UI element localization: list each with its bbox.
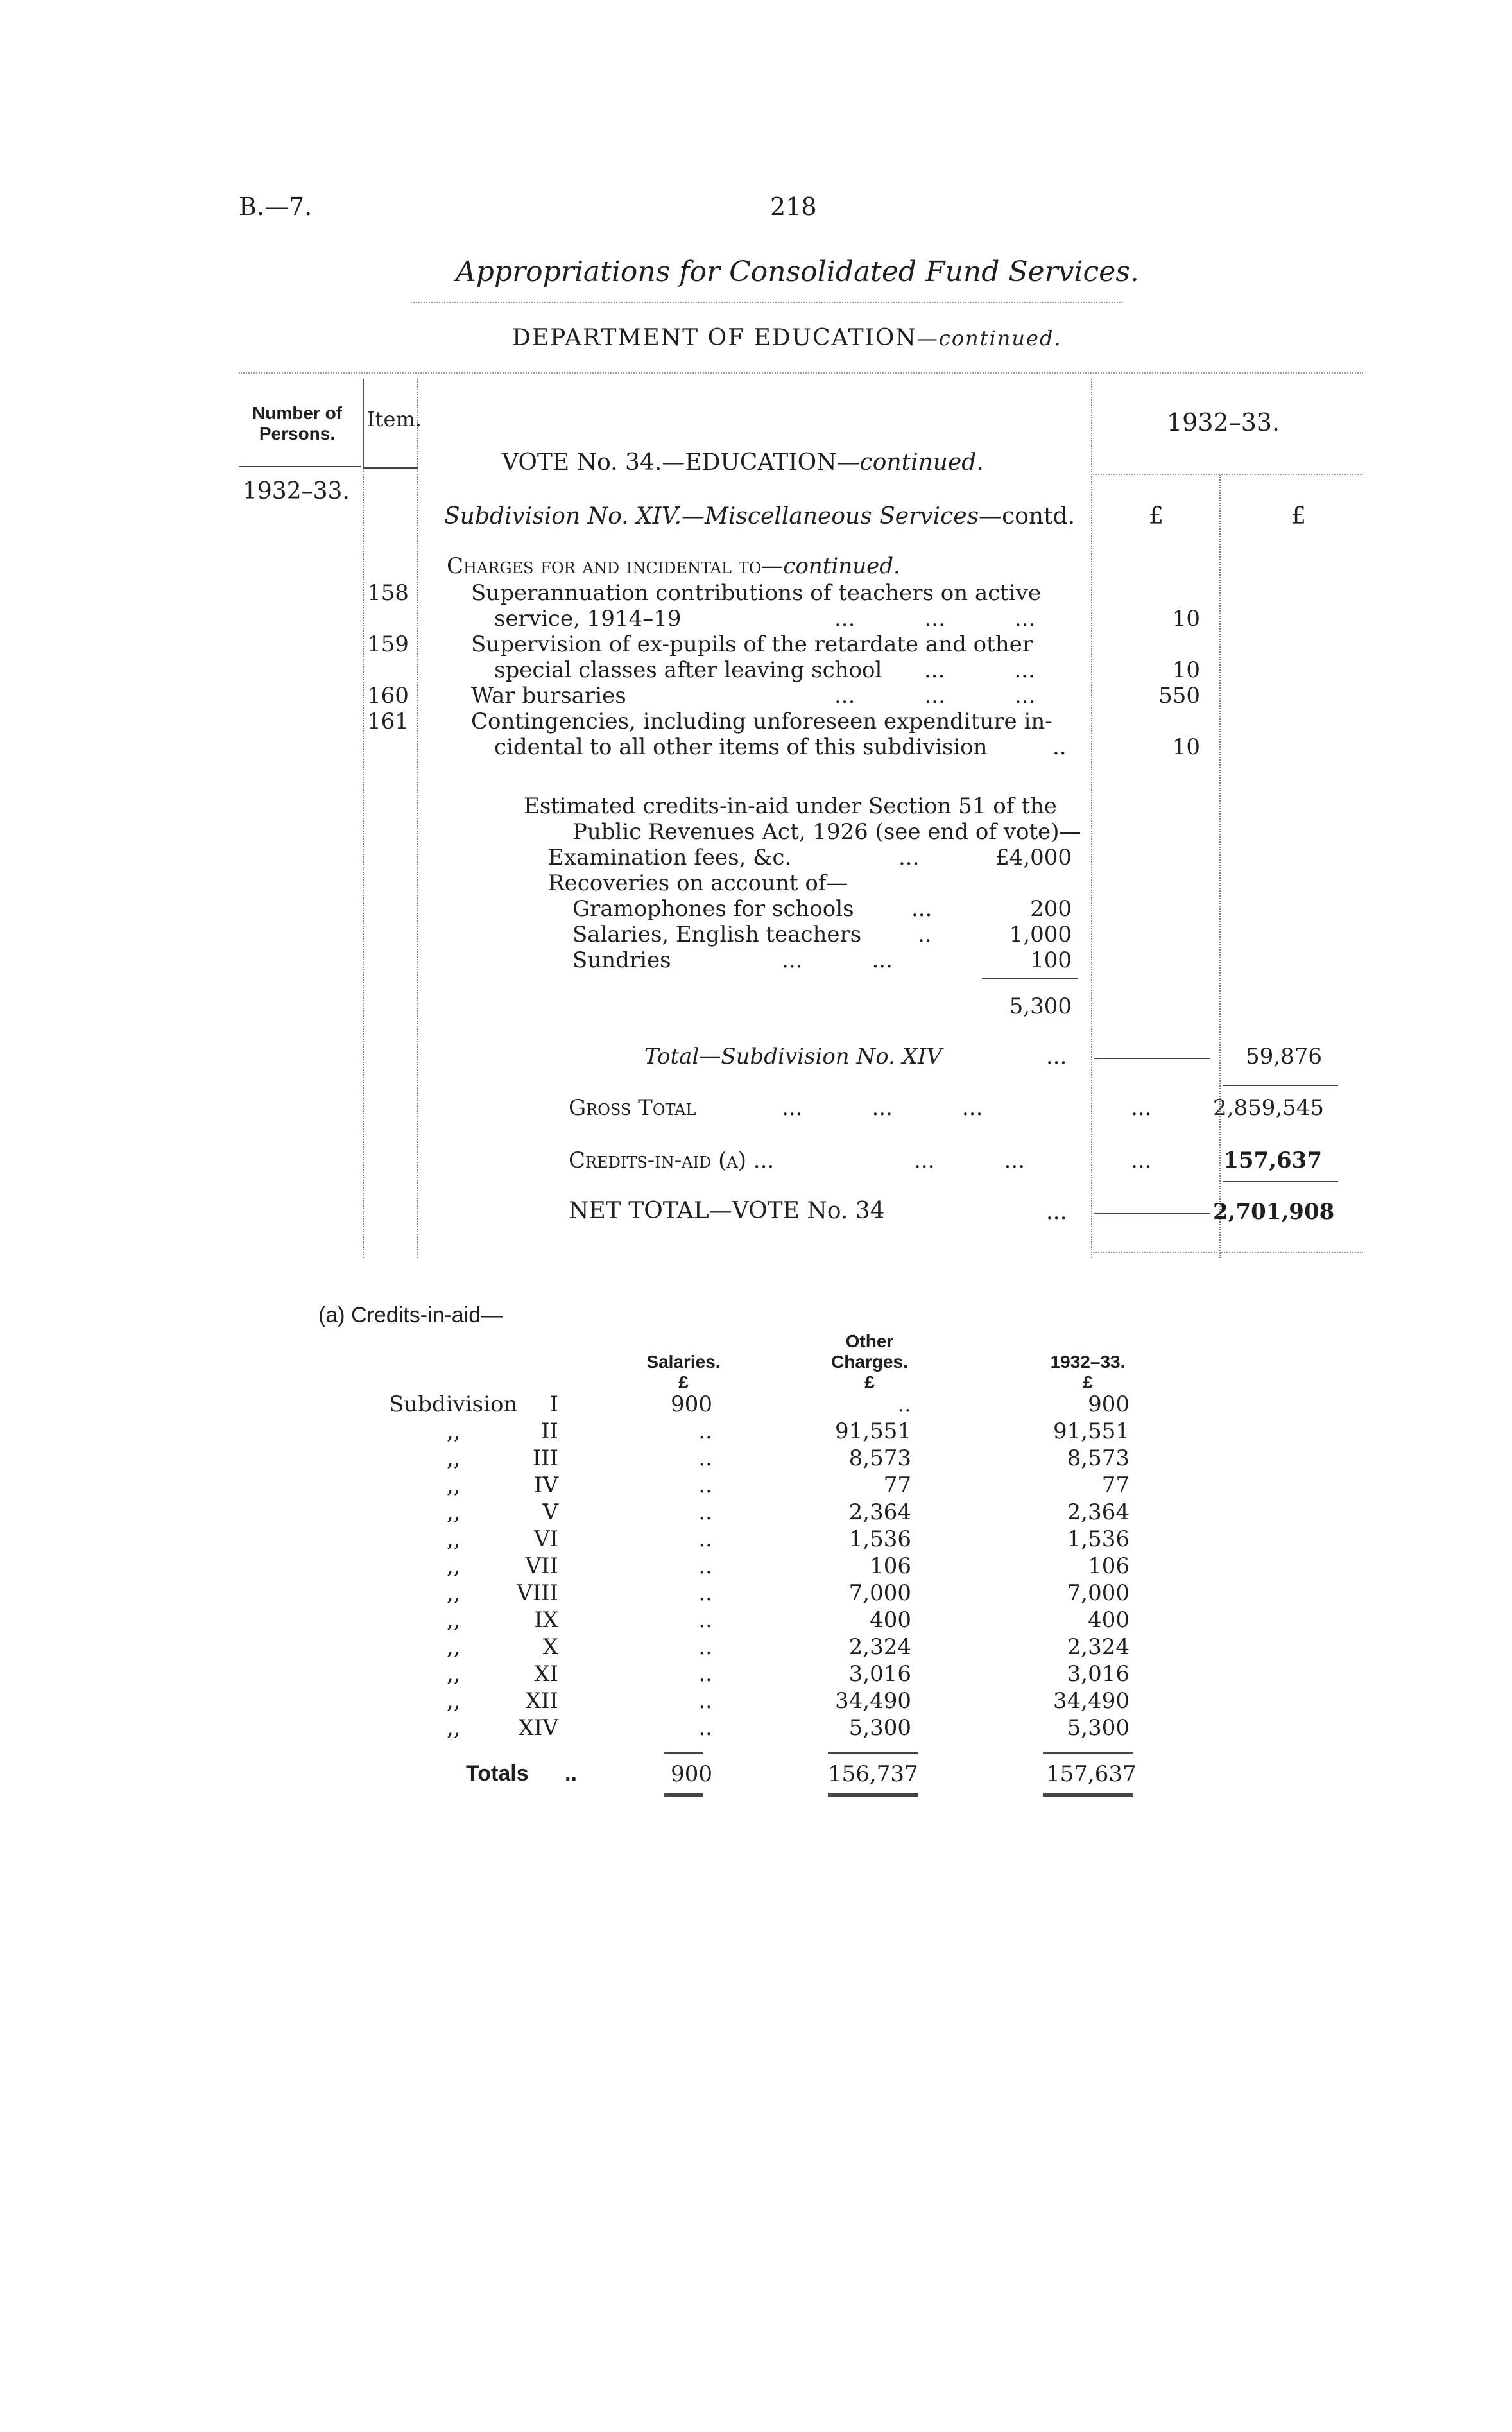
subdivision-number: X xyxy=(542,1634,558,1660)
year-total-value: 34,490 xyxy=(1053,1688,1130,1714)
gross-total-label: Gross Total xyxy=(569,1095,696,1121)
salaries-value: .. xyxy=(698,1499,712,1525)
item-number: 160 xyxy=(367,683,409,709)
ditto-mark: ,, xyxy=(447,1419,461,1444)
subdivision-number: IV xyxy=(534,1472,558,1498)
year-total-value: 106 xyxy=(1088,1553,1130,1579)
net-total-label: NET TOTAL—VOTE No. 34 xyxy=(569,1198,885,1224)
item-amount: 10 xyxy=(1172,734,1200,760)
credits-estimate-line1: Estimated credits-in-aid under Section 51 of the xyxy=(524,793,1057,819)
leader-dots: .. xyxy=(565,1761,577,1786)
subdivision-number: VI xyxy=(534,1526,558,1552)
item-amount: 550 xyxy=(1158,683,1200,709)
other-charges-value: 77 xyxy=(883,1472,911,1498)
salaries-english-teachers-label: Salaries, English teachers xyxy=(572,922,862,947)
examination-fees-label: Examination fees, &c. xyxy=(548,845,792,870)
item-number: 161 xyxy=(367,709,409,734)
item-description: Supervision of ex-pupils of the retardate and other xyxy=(471,632,1033,657)
ditto-mark: ,, xyxy=(447,1553,461,1579)
gramophones-label: Gramophones for schools xyxy=(572,896,854,922)
ditto-mark: ,, xyxy=(447,1499,461,1525)
leader-dots: ... ... ... xyxy=(834,683,1036,709)
subdivision-number: II xyxy=(541,1419,558,1444)
gross-total-amount: 2,859,545 xyxy=(1213,1095,1325,1121)
sundries-amount: 100 xyxy=(1030,947,1072,973)
sundries-label: Sundries xyxy=(572,947,671,973)
year-total-value: 1,536 xyxy=(1067,1526,1130,1552)
ditto-mark: ,, xyxy=(447,1688,461,1714)
leader-dots: ... xyxy=(1131,1148,1152,1173)
leader-dots: ... xyxy=(911,896,932,922)
col-year-header: 1932–33. xyxy=(1050,1352,1126,1372)
other-charges-value: 2,324 xyxy=(848,1634,911,1660)
subdivision-number: IX xyxy=(534,1607,558,1633)
col-salaries-header: Salaries. xyxy=(646,1352,721,1372)
page-title: Appropriations for Consolidated Fund Services. xyxy=(456,255,1139,288)
totals-label: Totals xyxy=(466,1761,529,1786)
ditto-mark: ,, xyxy=(447,1661,461,1687)
salaries-value: .. xyxy=(698,1526,712,1552)
leader-dots: ... xyxy=(898,845,920,870)
leader-dots: ... ... ... xyxy=(782,1095,983,1121)
item-description: War bursaries xyxy=(471,683,626,709)
year-total-value: 5,300 xyxy=(1067,1715,1130,1741)
year-total-value: 3,016 xyxy=(1067,1661,1130,1687)
pound-header-2: £ xyxy=(1291,503,1306,530)
subdivision-number: XIV xyxy=(518,1715,558,1741)
ditto-mark: ,, xyxy=(447,1526,461,1552)
year-total-value: 400 xyxy=(1088,1607,1130,1633)
salaries-value: .. xyxy=(698,1607,712,1633)
ditto-mark: ,, xyxy=(447,1607,461,1633)
salaries-value: .. xyxy=(698,1715,712,1741)
leader-dots: .. xyxy=(918,922,932,947)
ditto-mark: ,, xyxy=(447,1580,461,1606)
credits-estimate-line2: Public Revenues Act, 1926 (see end of vote)— xyxy=(572,819,1081,845)
credits-in-aid-label: Credits-in-aid (a) ... xyxy=(569,1148,775,1173)
other-charges-value: 3,016 xyxy=(848,1661,911,1687)
salaries-value: .. xyxy=(698,1634,712,1660)
pound-header: £ xyxy=(678,1372,689,1392)
page-number: 218 xyxy=(770,193,817,221)
item-amount: 10 xyxy=(1172,657,1200,683)
footnote-title: (a) Credits-in-aid— xyxy=(318,1303,503,1327)
item-amount: 10 xyxy=(1172,606,1200,632)
subdivision-number: I xyxy=(549,1392,558,1417)
totals-salaries: 900 xyxy=(671,1761,712,1787)
department-title: DEPARTMENT OF EDUCATION—continued. xyxy=(512,325,1062,351)
leader-dots: ... xyxy=(1046,1199,1067,1225)
item-number: 158 xyxy=(367,580,409,606)
other-charges-value: 106 xyxy=(870,1553,911,1579)
ditto-mark: ,, xyxy=(447,1715,461,1741)
salaries-value: .. xyxy=(698,1688,712,1714)
year-total-value: 91,551 xyxy=(1053,1419,1130,1444)
recoveries-label: Recoveries on account of— xyxy=(548,870,848,896)
pound-header: £ xyxy=(864,1372,875,1392)
leader-dots: ... ... xyxy=(924,657,1035,683)
subdivision-total-amount: 59,876 xyxy=(1246,1044,1322,1069)
item-description-cont: special classes after leaving school xyxy=(494,657,882,683)
year-right-header: 1932–33. xyxy=(1167,408,1280,436)
salaries-value: .. xyxy=(698,1472,712,1498)
other-charges-value: 91,551 xyxy=(835,1419,911,1444)
salaries-value: .. xyxy=(698,1445,712,1471)
year-total-value: 8,573 xyxy=(1067,1445,1130,1471)
item-number: 159 xyxy=(367,632,409,657)
ditto-mark: ,, xyxy=(447,1445,461,1471)
subdivision-number: III xyxy=(532,1445,558,1471)
item-header: Item. xyxy=(367,407,422,431)
leader-dots: ... xyxy=(1046,1044,1067,1069)
other-charges-value: 5,300 xyxy=(848,1715,911,1741)
other-charges-value: 400 xyxy=(870,1607,911,1633)
salaries-value: 900 xyxy=(671,1392,712,1417)
year-left-header: 1932–33. xyxy=(243,478,350,505)
subdivision-heading: Subdivision No. XIV.—Miscellaneous Services—contd. xyxy=(444,503,1076,530)
subdivision-number: V xyxy=(542,1499,558,1525)
year-total-value: 900 xyxy=(1088,1392,1130,1417)
subdivision-number: XII xyxy=(525,1688,558,1714)
subdivision-number: XI xyxy=(534,1661,558,1687)
year-total-value: 2,364 xyxy=(1067,1499,1130,1525)
item-description-cont: cidental to all other items of this subdivision xyxy=(494,734,988,760)
credits-estimate-total: 5,300 xyxy=(1009,994,1072,1019)
salaries-english-teachers-amount: 1,000 xyxy=(1009,922,1072,947)
number-of-persons-header: Number of Persons. xyxy=(252,403,342,444)
leader-dots: ... ... xyxy=(914,1148,1025,1173)
net-total-amount: 2,701,908 xyxy=(1213,1199,1335,1225)
col-other-charges-header: Other Charges. xyxy=(831,1331,908,1372)
item-description: Contingencies, including unforeseen expenditure in- xyxy=(471,709,1052,734)
subdivision-number: VIII xyxy=(517,1580,558,1606)
item-description-cont: service, 1914–19 xyxy=(494,606,682,632)
salaries-value: .. xyxy=(698,1553,712,1579)
totals-other-charges: 156,737 xyxy=(828,1761,918,1787)
other-charges-value: 1,536 xyxy=(848,1526,911,1552)
leader-dots: ... ... xyxy=(782,947,893,973)
other-charges-value: 2,364 xyxy=(848,1499,911,1525)
examination-fees-amount: £4,000 xyxy=(995,845,1072,870)
gramophones-amount: 200 xyxy=(1030,896,1072,922)
totals-year: 157,637 xyxy=(1046,1761,1137,1787)
other-charges-value: .. xyxy=(897,1392,911,1417)
item-description: Superannuation contributions of teachers on active xyxy=(471,580,1042,606)
leader-dots: .. xyxy=(1052,734,1067,760)
page-reference: B.—7. xyxy=(239,193,313,221)
subdivision-number: VII xyxy=(525,1553,558,1579)
pound-header: £ xyxy=(1083,1372,1093,1392)
pound-header-1: £ xyxy=(1149,503,1164,530)
salaries-value: .. xyxy=(698,1661,712,1687)
charges-heading: Charges for and incidental to—continued. xyxy=(447,553,900,579)
leader-dots: ... ... ... xyxy=(834,606,1036,632)
ditto-mark: ,, xyxy=(447,1472,461,1498)
other-charges-value: 8,573 xyxy=(848,1445,911,1471)
year-total-value: 2,324 xyxy=(1067,1634,1130,1660)
year-total-value: 7,000 xyxy=(1067,1580,1130,1606)
subdivision-total-label: Total—Subdivision No. XIV xyxy=(644,1044,942,1069)
ditto-mark: ,, xyxy=(447,1634,461,1660)
year-total-value: 77 xyxy=(1101,1472,1130,1498)
leader-dots: ... xyxy=(1131,1095,1152,1121)
salaries-value: .. xyxy=(698,1580,712,1606)
credits-in-aid-amount: 157,637 xyxy=(1223,1148,1322,1173)
vote-title: VOTE No. 34.—EDUCATION—continued. xyxy=(502,449,984,476)
salaries-value: .. xyxy=(698,1419,712,1444)
other-charges-value: 34,490 xyxy=(835,1688,911,1714)
subdivision-label: Subdivision xyxy=(389,1392,518,1417)
other-charges-value: 7,000 xyxy=(848,1580,911,1606)
